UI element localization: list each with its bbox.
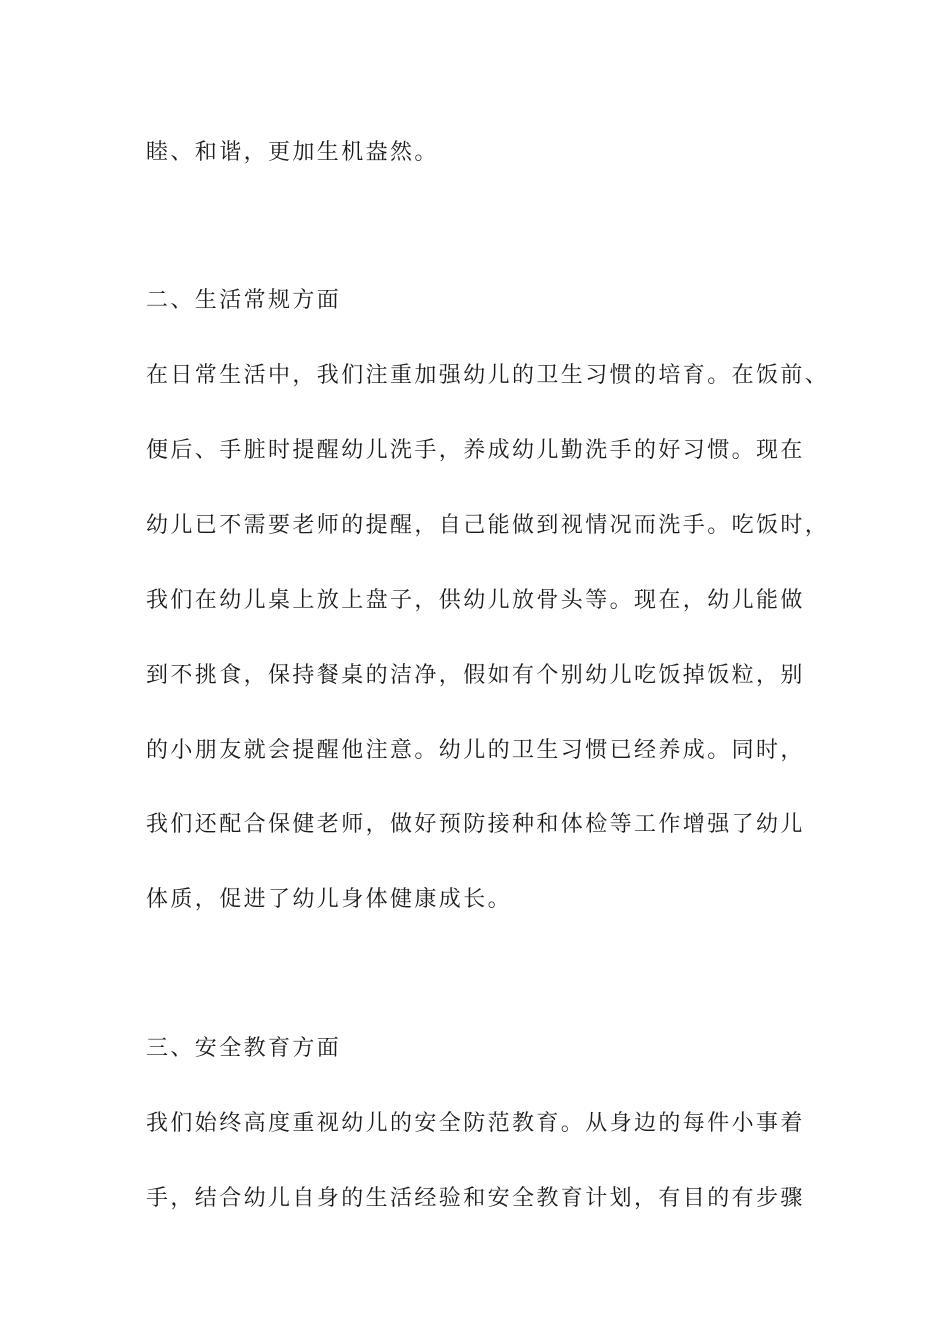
paragraph-line: 手，结合幼儿自身的生活经验和安全教育计划，有目的有步骤 bbox=[146, 1186, 805, 1211]
paragraph-line: 体质，促进了幼儿身体健康成长。 bbox=[146, 887, 513, 912]
paragraph-line: 便后、手脏时提醒幼儿洗手，养成幼儿勤洗手的好习惯。现在 bbox=[146, 438, 805, 463]
section-heading: 三、安全教育方面 bbox=[146, 1036, 342, 1061]
paragraph-line: 到不挑食，保持餐桌的洁净，假如有个别幼儿吃饭掉饭粒，别 bbox=[146, 663, 805, 688]
section-heading: 二、生活常规方面 bbox=[146, 288, 342, 313]
paragraph-line: 睦、和谐，更加生机盎然。 bbox=[146, 140, 439, 165]
paragraph-line: 我们还配合保健老师，做好预防接种和体检等工作增强了幼儿 bbox=[146, 812, 805, 837]
paragraph-line: 我们始终高度重视幼儿的安全防范教育。从身边的每件小事着 bbox=[146, 1111, 805, 1136]
paragraph-line: 幼儿已不需要老师的提醒，自己能做到视情况而洗手。吃饭时， bbox=[146, 513, 830, 538]
paragraph-line: 在日常生活中，我们注重加强幼儿的卫生习惯的培育。在饭前、 bbox=[146, 363, 830, 388]
paragraph-line: 的小朋友就会提醒他注意。幼儿的卫生习惯已经养成。同时， bbox=[146, 738, 805, 763]
paragraph-line: 我们在幼儿桌上放上盘子，供幼儿放骨头等。现在，幼儿能做 bbox=[146, 588, 805, 613]
